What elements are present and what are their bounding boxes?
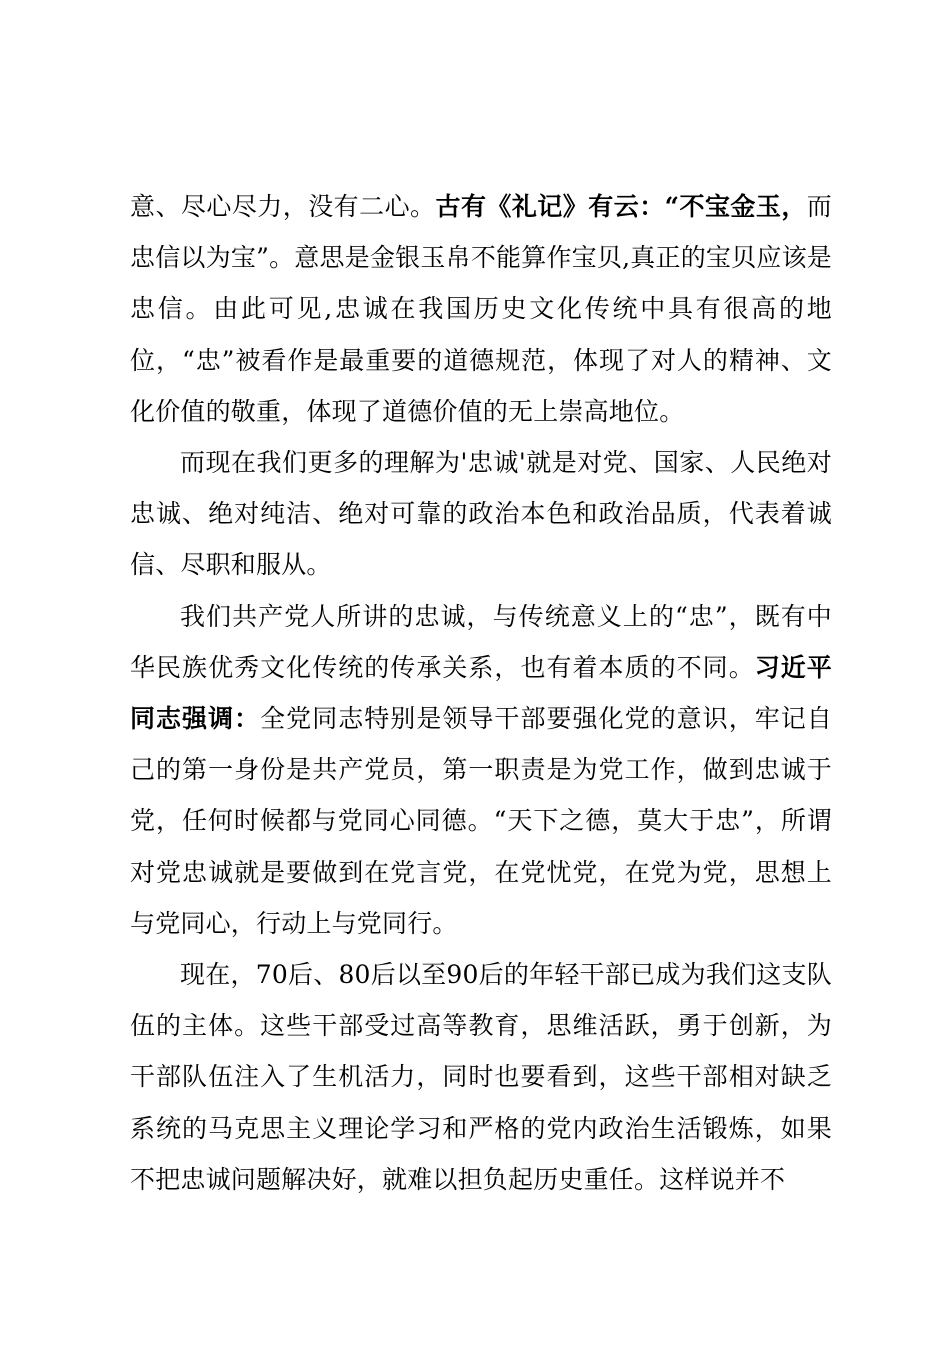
paragraph-text: 我们共产党人所讲的忠诚，与传统意义上的“忠”，既有中华民族优秀文化传统的传承关系，也有着本质的不同。 [130,601,832,682]
paragraph-text: 而现在我们更多的理解为'忠诚'就是对党、国家、人民绝对忠诚、绝对纯洁、绝对可靠的政治本色和政治品质，代表着诚信、尽职和服从。 [130,448,832,580]
paragraph-1 [130,181,832,437]
paragraph-text: 现在，70后、80后以至90后的年轻干部已成为我们这支队伍的主体。这些干部受过高等教育，思维活跃，勇于创新，为干部队伍注入了生机活力，同时也要看到，这些干部相对缺乏系统的马克思主义理论学习和严格的党内政治生活锻炼，如果不把忠诚问题解决好，就难以担负起历史重任。这样说并不 [130,960,832,1194]
paragraph-text: 意、尽心尽力，没有二心。 [130,192,436,221]
bold-emphasis: 习近平同志强调： [130,652,832,734]
paragraph-2 [130,437,832,591]
document-body [130,181,832,1205]
paragraph-4 [130,949,832,1205]
bold-quote: 古有《礼记》有云：“不宝金玉， [435,192,807,221]
paragraph-3 [130,591,832,949]
paragraph-text: 而忠信以为宝”。意思是金银玉帛不能算作宝贝,真正的宝贝应该是忠信。由此可见,忠诚在我国历史文化传统中具有很高的地位，“忠”被看作是最重要的道德规范，体现了对人的精神、文化价值的敬重，体现了道德价值的无上崇高地位。 [130,192,832,426]
paragraph-text: 全党同志特别是领导干部要强化党的意识，牢记自己的第一身份是共产党员，第一职责是为党工作，做到忠诚于党，任何时候都与党同心同德。“天下之德，莫大于忠”，所谓对党忠诚就是要做到在党言党，在党忧党，在党为党，思想上与党同心，行动上与党同行。 [130,704,832,938]
